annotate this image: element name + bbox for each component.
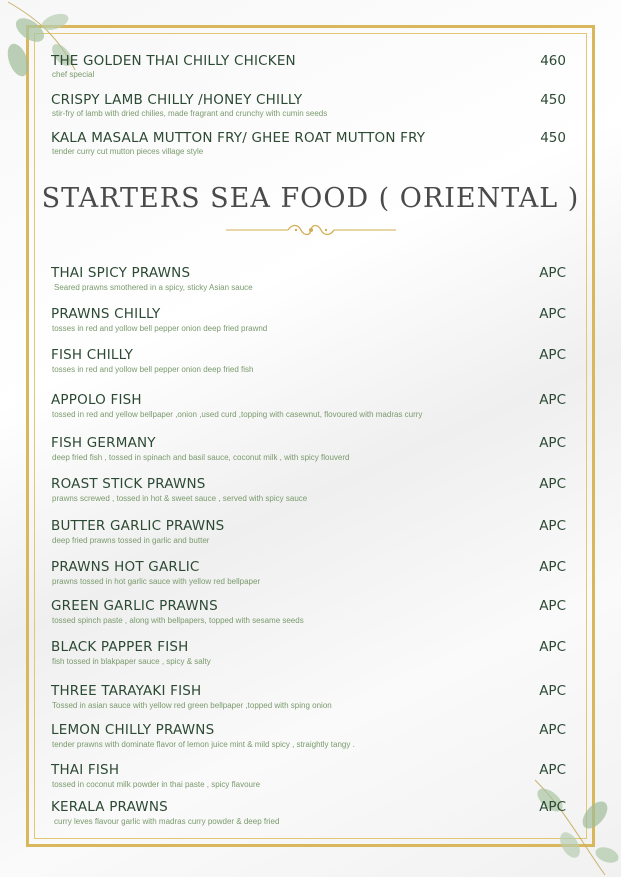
item-description: prawns screwed , tossed in hot & sweet sauce , served with spicy sauce [52, 494, 308, 503]
item-description: stir-fry of lamb with dried chilies, made fragrant and crunchy with cumin seeds [52, 109, 328, 118]
item-description: tosses in red and yollow bell pepper onion deep fried prawnd [52, 324, 268, 333]
item-description: tossed in red and yellow bellpaper ,onion ,used curd ,topping with casewnut, flovoured with madras curry [52, 410, 423, 419]
item-description: prawns tossed in hot garlic sauce with yellow red bellpaper [52, 577, 261, 586]
ornament-divider-icon [226, 222, 396, 238]
leaf-decoration-icon [525, 770, 621, 877]
item-name: CRISPY LAMB CHILLY /HONEY CHILLY [51, 92, 303, 108]
item-price: APC [539, 435, 566, 451]
item-name: GREEN GARLIC PRAWNS [51, 598, 218, 614]
item-name: BUTTER GARLIC PRAWNS [51, 518, 225, 534]
item-description: curry leves flavour garlic with madras curry powder & deep fried [54, 817, 280, 826]
item-description: tosses in red and yollow bell pepper onion deep fried fish [52, 365, 254, 374]
item-name: APPOLO FISH [51, 392, 142, 408]
item-price: APC [539, 476, 566, 492]
item-price: APC [539, 639, 566, 655]
item-name: LEMON CHILLY PRAWNS [51, 722, 215, 738]
item-price: APC [539, 762, 566, 778]
item-price: 450 [540, 92, 566, 108]
item-name: THREE TARAYAKI FISH [51, 683, 202, 699]
item-name: THAI SPICY PRAWNS [51, 265, 191, 281]
item-price: APC [539, 265, 566, 281]
section-title: STARTERS SEA FOOD ( ORIENTAL ) [41, 183, 580, 214]
item-name: PRAWNS CHILLY [51, 306, 161, 322]
item-price: 460 [540, 53, 566, 69]
item-description: deep fried prawns tossed in garlic and butter [52, 536, 210, 545]
item-price: APC [539, 598, 566, 614]
item-name: FISH GERMANY [51, 435, 156, 451]
item-description: deep fried fish , tossed in spinach and basil sauce, coconut milk , with spicy flouverd [52, 453, 350, 462]
item-price: APC [539, 722, 566, 738]
item-price: APC [539, 306, 566, 322]
item-description: tender curry cut mutton pieces village style [52, 147, 204, 156]
item-price: APC [539, 799, 566, 815]
item-name: KALA MASALA MUTTON FRY/ GHEE ROAT MUTTON FRY [51, 130, 426, 146]
item-name: THE GOLDEN THAI CHILLY CHICKEN [51, 53, 296, 69]
item-price: APC [539, 518, 566, 534]
item-price: APC [539, 347, 566, 363]
item-description: fish tossed in blakpaper sauce , spicy & salty [52, 657, 211, 666]
item-price: 450 [540, 130, 566, 146]
item-name: BLACK PAPPER FISH [51, 639, 189, 655]
item-name: KERALA PRAWNS [51, 799, 168, 815]
item-name: FISH CHILLY [51, 347, 134, 363]
item-price: APC [539, 392, 566, 408]
item-description: chef special [52, 70, 95, 79]
item-name: PRAWNS HOT GARLIC [51, 559, 200, 575]
leaf-decoration-icon [0, 0, 110, 95]
item-description: tender prawns with dominate flavor of lemon juice mint & mild spicy , straightly tangy . [52, 740, 355, 749]
item-description: tossed spinch paste , along with bellpapers, topped with sesame seeds [52, 616, 304, 625]
item-description: Tossed in asian sauce with yellow red green bellpaper ,topped with sping onion [52, 701, 332, 710]
item-price: APC [539, 559, 566, 575]
item-description: Seared prawns smothered in a spicy, sticky Asian sauce [54, 283, 253, 292]
item-name: ROAST STICK PRAWNS [51, 476, 206, 492]
item-name: THAI FISH [51, 762, 120, 778]
item-price: APC [539, 683, 566, 699]
item-description: tossed in coconut milk powder in thai paste , spicy flavoure [52, 780, 261, 789]
